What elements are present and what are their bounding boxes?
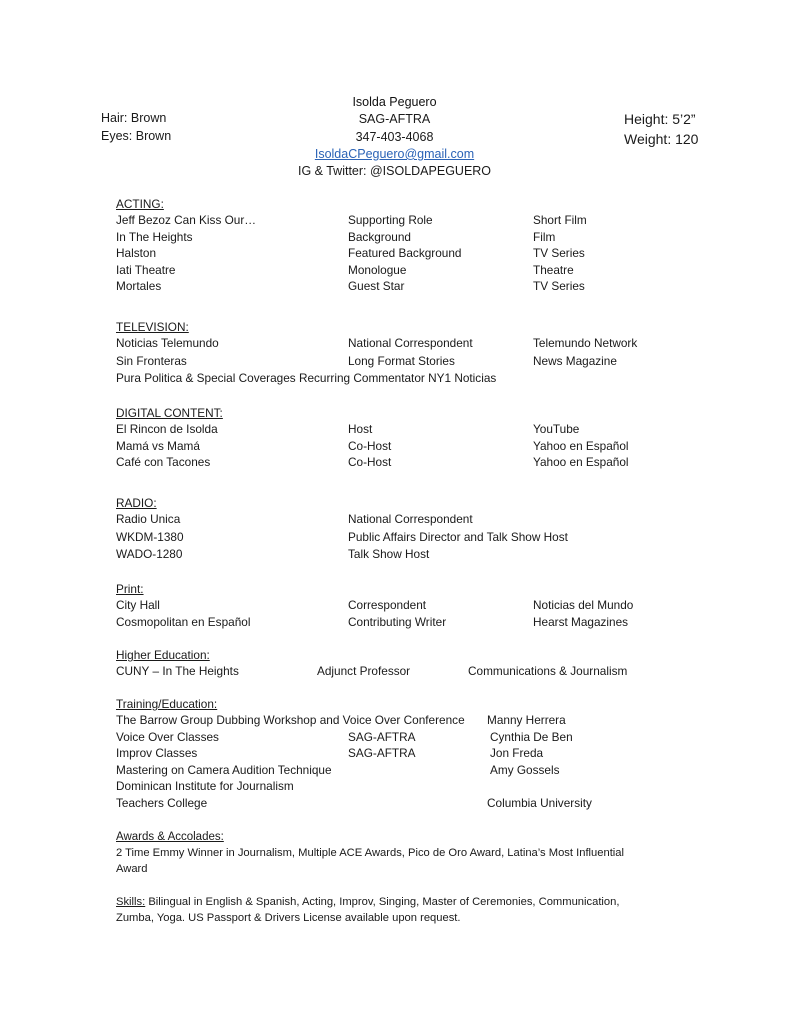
- awards-section: [116, 829, 656, 877]
- credit-role: Featured Background: [348, 246, 462, 260]
- social-handles: IG & Twitter: @ISOLDAPEGUERO: [297, 164, 492, 179]
- training-row: [116, 745, 544, 762]
- credit-type: Yahoo en Español: [533, 438, 629, 453]
- credit-type: Film: [533, 229, 556, 244]
- training-course: Dominican Institute for Journalism: [116, 779, 294, 793]
- skills-text: Bilingual in English & Spanish, Acting, Improv, Singing, Master of Ceremonies, Communication, Zumba, Yoga. US Passport & Drivers License available upon request.: [116, 896, 620, 925]
- phone-number: 347-403-4068: [355, 129, 434, 144]
- credit-role: Public Affairs Director and Talk Show Host: [348, 529, 568, 544]
- training-course: Improv Classes: [116, 746, 198, 760]
- credit-row: [116, 438, 629, 455]
- credit-row: [116, 278, 585, 295]
- credit-row: [116, 245, 585, 262]
- training-section: [116, 696, 592, 811]
- credit-project: Radio Unica: [116, 512, 181, 526]
- training-instructor: Jon Freda: [490, 746, 544, 760]
- training-row: [116, 778, 294, 795]
- credit-row: [116, 511, 473, 529]
- training-course: Voice Over Classes: [116, 729, 219, 744]
- training-row: [116, 712, 566, 729]
- hair-color: Hair: Brown: [101, 111, 167, 125]
- credit-type: Hearst Magazines: [533, 614, 629, 629]
- credit-project: Halston: [116, 246, 156, 260]
- eye-color: Eyes: Brown: [101, 128, 172, 143]
- credit-row: [116, 597, 634, 614]
- section-title: Higher Education:: [116, 648, 210, 662]
- credit-role: Background: [348, 229, 411, 244]
- credit-row: [116, 614, 629, 631]
- credit-role: Guest Star: [348, 279, 405, 293]
- skills-section: [116, 894, 656, 926]
- training-course: Mastering on Camera Audition Technique: [116, 762, 332, 777]
- credit-type: TV Series: [533, 246, 585, 260]
- higher-education-section: [116, 647, 628, 680]
- weight: Weight: 120: [624, 130, 699, 147]
- credit-row: [116, 212, 587, 229]
- physical-right: [624, 110, 698, 149]
- training-row: [116, 729, 573, 746]
- credit-role: Co-Host: [348, 455, 392, 469]
- credit-role: Correspondent: [348, 598, 427, 612]
- training-course: The Barrow Group Dubbing Workshop and Voice Over Conference: [116, 713, 465, 727]
- credit-role: Supporting Role: [348, 213, 433, 227]
- credit-project: Mortales: [116, 279, 162, 293]
- acting-section: [116, 196, 587, 295]
- radio-section: [116, 495, 568, 564]
- credit-project: Iati Theatre: [116, 262, 176, 277]
- physical-left: [101, 110, 171, 145]
- email-link[interactable]: IsoldaCPeguero@gmail.com: [314, 146, 475, 161]
- training-instructor: Columbia University: [487, 795, 592, 810]
- credit-project: CUNY – In The Heights: [116, 664, 239, 678]
- credit-project: Sin Fronteras: [116, 353, 187, 368]
- credit-role: Contributing Writer: [348, 614, 447, 629]
- credit-row: [116, 262, 574, 279]
- credit-row: [116, 229, 556, 246]
- credit-type: Short Film: [533, 213, 587, 227]
- credit-project: City Hall: [116, 598, 160, 612]
- credit-type: Yahoo en Español: [533, 455, 629, 469]
- print-section: [116, 581, 634, 630]
- credit-project: Cosmopolitan en Español: [116, 614, 251, 629]
- credit-project: Jeff Bezoz Can Kiss Our…: [116, 213, 257, 227]
- credit-role: Monologue: [348, 262, 407, 277]
- training-course: Teachers College: [116, 795, 208, 810]
- credit-role: Host: [348, 422, 373, 436]
- credit-project: Café con Tacones: [116, 455, 211, 469]
- credit-type: YouTube: [533, 422, 580, 436]
- credit-type: News Magazine: [533, 353, 617, 368]
- training-row: [116, 762, 560, 779]
- credit-project: WKDM-1380: [116, 529, 184, 544]
- credit-row: [116, 663, 628, 680]
- credit-project: In The Heights: [116, 229, 193, 244]
- credit-project: El Rincon de Isolda: [116, 422, 218, 436]
- credit-type: Noticias del Mundo: [533, 598, 634, 612]
- credit-type: Telemundo Network: [533, 336, 638, 350]
- section-title: Print:: [116, 582, 144, 596]
- credit-role: Talk Show Host: [348, 547, 430, 562]
- actor-name: Isolda Peguero: [352, 95, 437, 109]
- credit-row: [116, 454, 629, 471]
- section-title: Training/Education:: [116, 697, 218, 711]
- digital-section: [116, 405, 629, 471]
- credit-type: Theatre: [533, 262, 574, 277]
- credit-row: [116, 370, 497, 388]
- credit-project: Mamá vs Mamá: [116, 438, 200, 453]
- credit-role: National Correspondent: [348, 512, 473, 526]
- awards-text: 2 Time Emmy Winner in Journalism, Multiple ACE Awards, Pico de Oro Award, Latina’s Most Influential Award: [116, 847, 625, 876]
- section-title: DIGITAL CONTENT:: [116, 406, 223, 420]
- training-instructor: Amy Gossels: [490, 762, 560, 777]
- section-title: Awards & Accolades:: [116, 831, 224, 843]
- training-instructor: Manny Herrera: [487, 713, 566, 727]
- credit-project: Noticias Telemundo: [116, 336, 219, 350]
- credit-project: WADO-1280: [116, 547, 183, 562]
- credit-role: Adjunct Professor: [317, 664, 411, 678]
- credit-role: Long Format Stories: [348, 353, 455, 368]
- credit-row: [116, 421, 580, 438]
- section-title: TELEVISION:: [116, 320, 189, 334]
- section-title: ACTING:: [116, 197, 164, 211]
- union-affiliation: SAG-AFTRA: [358, 112, 431, 127]
- credit-row: [116, 335, 638, 353]
- credit-row: [116, 353, 617, 371]
- height: Height: 5’2”: [624, 111, 696, 127]
- credit-row: [116, 529, 568, 547]
- credit-role: National Correspondent: [348, 336, 473, 350]
- training-row: [116, 795, 592, 812]
- training-instructor: Cynthia De Ben: [490, 729, 573, 744]
- television-section: [116, 319, 638, 388]
- credit-type: TV Series: [533, 279, 585, 293]
- section-title: RADIO:: [116, 496, 157, 510]
- training-org: SAG-AFTRA: [348, 729, 416, 744]
- credit-role: Co-Host: [348, 438, 392, 453]
- credit-type: Communications & Journalism: [468, 664, 628, 678]
- credit-line: Pura Politica & Special Coverages Recurring Commentator NY1 Noticias: [116, 371, 497, 386]
- training-org: SAG-AFTRA: [348, 746, 416, 760]
- credit-row: [116, 546, 430, 564]
- section-title: Skills:: [116, 896, 146, 908]
